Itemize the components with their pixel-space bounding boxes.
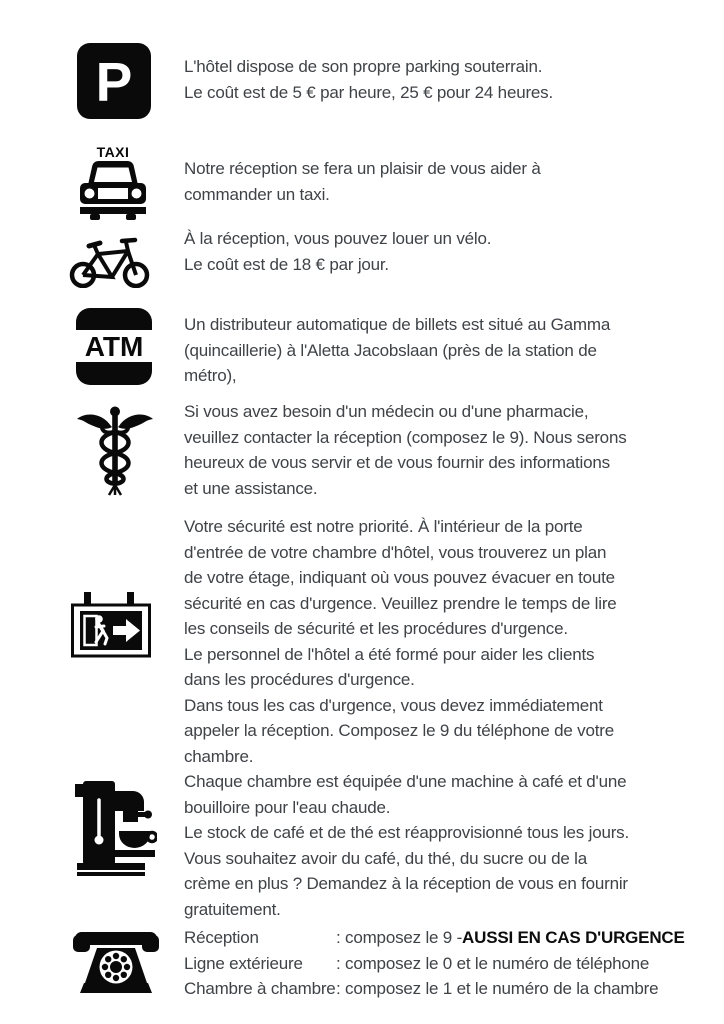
atm-text bbox=[184, 312, 610, 389]
text-line: crème en plus ? Demandez à la réception de vous en fournir bbox=[184, 874, 628, 893]
emergency-exit-icon bbox=[71, 592, 151, 658]
text-line: heureux de vous servir et de vous fournir des informations bbox=[184, 453, 610, 472]
text-line: bouilloire pour l'eau chaude. bbox=[184, 797, 391, 817]
telephone-icon bbox=[72, 932, 160, 994]
coffee-machine-icon bbox=[75, 778, 157, 876]
phone-value: : composez le 1 et le numéro de la chambre bbox=[336, 979, 659, 998]
text-line: sécurité en cas d'urgence. Veuillez prendre le temps de lire bbox=[184, 593, 617, 613]
text-line: Le personnel de l'hôtel a été formé pour aider les clients bbox=[184, 644, 595, 664]
phone-row-outside-line bbox=[184, 951, 685, 977]
text-line: d'entrée de votre chambre d'hôtel, vous trouverez un plan bbox=[184, 542, 607, 562]
text-line: de votre étage, indiquant où vous pouvez évacuer en toute bbox=[184, 568, 615, 587]
svg-text:P: P bbox=[95, 51, 133, 113]
text-line: appeler la réception. Composez le 9 du téléphone de votre bbox=[184, 721, 614, 740]
text-line: commander un taxi. bbox=[184, 184, 330, 204]
text-line: Le coût est de 5 € par heure, 25 € pour 24 heures. bbox=[184, 82, 553, 102]
text-line: Dans tous les cas d'urgence, vous devez immédiatement bbox=[184, 695, 603, 715]
medical-text bbox=[184, 399, 627, 501]
text-line: Votre sécurité est notre priorité. À l'intérieur de la porte bbox=[184, 517, 583, 536]
text-line: Chaque chambre est équipée d'une machine à café et d'une bbox=[184, 772, 627, 791]
text-line: veuillez contacter la réception (composez le 9). Nous serons bbox=[184, 427, 627, 447]
bicycle-icon bbox=[69, 234, 151, 288]
text-line: métro), bbox=[184, 366, 237, 385]
phone-emergency-note: AUSSI EN CAS D'URGENCE bbox=[462, 928, 685, 947]
parking-text bbox=[184, 54, 553, 105]
text-line: (quincaillerie) à l'Aletta Jacobslaan (près de la station de bbox=[184, 340, 597, 360]
text-line: Le coût est de 18 € par jour. bbox=[184, 254, 389, 274]
text-line: À la réception, vous pouvez louer un vélo. bbox=[184, 229, 492, 248]
text-line: Si vous avez besoin d'un médecin ou d'une pharmacie, bbox=[184, 402, 589, 421]
svg-text:ATM: ATM bbox=[84, 331, 144, 362]
parking-icon bbox=[77, 43, 151, 119]
atm-icon bbox=[76, 308, 152, 385]
text-line: gratuitement. bbox=[184, 899, 281, 919]
svg-text:TAXI: TAXI bbox=[96, 145, 130, 160]
text-line: Un distributeur automatique de billets est situé au Gamma bbox=[184, 315, 611, 334]
text-line: Le stock de café et de thé est réapprovisionné tous les jours. bbox=[184, 823, 629, 842]
phone-row-reception bbox=[184, 925, 685, 951]
text-line: dans les procédures d'urgence. bbox=[184, 670, 415, 689]
phone-value: : composez le 9 - bbox=[336, 928, 463, 947]
phone-text bbox=[184, 925, 685, 1002]
bike-text bbox=[184, 226, 491, 277]
phone-value: : composez le 0 et le numéro de téléphone bbox=[336, 953, 650, 973]
text-line: les conseils de sécurité et les procédures d'urgence. bbox=[184, 619, 568, 638]
taxi-text bbox=[184, 156, 541, 207]
text-line: chambre. bbox=[184, 746, 254, 766]
text-line: Notre réception se fera un plaisir de vous aider à bbox=[184, 159, 541, 178]
taxi-icon bbox=[79, 145, 147, 220]
phone-row-room-to-room bbox=[184, 976, 685, 1002]
phone-label: Chambre à chambre bbox=[184, 979, 336, 998]
coffee-text bbox=[184, 769, 629, 922]
phone-label: Réception bbox=[184, 928, 259, 947]
phone-label: Ligne extérieure bbox=[184, 953, 303, 973]
text-line: L'hôtel dispose de son propre parking souterrain. bbox=[184, 57, 543, 76]
security-text bbox=[184, 514, 617, 769]
text-line: et une assistance. bbox=[184, 478, 318, 498]
caduceus-icon bbox=[77, 406, 153, 496]
text-line: Vous souhaitez avoir du café, du thé, du sucre ou de la bbox=[184, 848, 587, 868]
